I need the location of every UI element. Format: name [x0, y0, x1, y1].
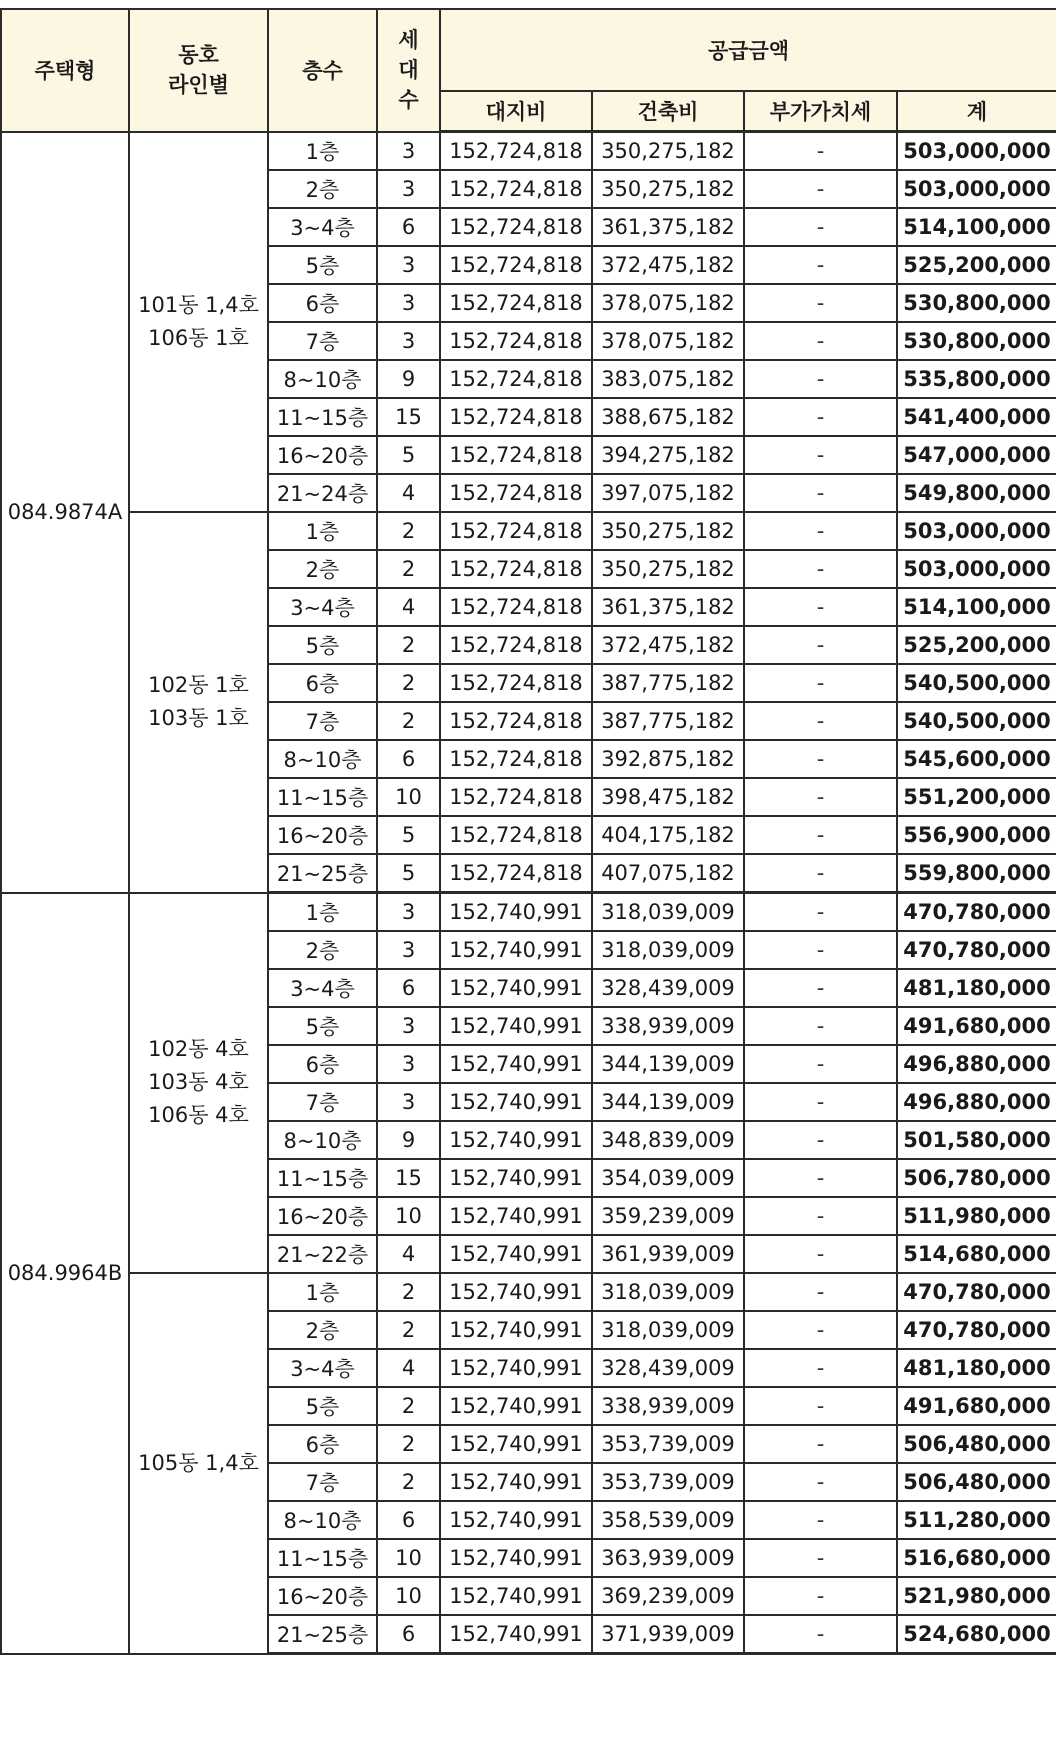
units-cell: 6: [377, 1501, 440, 1539]
vat-cell: -: [744, 969, 897, 1007]
total-cell: 525,200,000: [897, 626, 1056, 664]
building-cost-cell: 398,475,182: [592, 778, 744, 816]
vat-cell: -: [744, 664, 897, 702]
floor-cell: 21~22층: [268, 1235, 377, 1273]
units-cell: 3: [377, 246, 440, 284]
vat-cell: -: [744, 626, 897, 664]
floor-cell: 16~20층: [268, 436, 377, 474]
building-cost-cell: 361,375,182: [592, 588, 744, 626]
total-cell: 547,000,000: [897, 436, 1056, 474]
total-cell: 551,200,000: [897, 778, 1056, 816]
floor-cell: 1층: [268, 893, 377, 932]
units-cell: 2: [377, 1387, 440, 1425]
units-cell: 6: [377, 740, 440, 778]
units-cell: 4: [377, 1349, 440, 1387]
total-cell: 549,800,000: [897, 474, 1056, 512]
floor-cell: 3~4층: [268, 969, 377, 1007]
floor-cell: 1층: [268, 132, 377, 171]
vat-cell: -: [744, 550, 897, 588]
total-cell: 481,180,000: [897, 969, 1056, 1007]
total-cell: 503,000,000: [897, 550, 1056, 588]
building-cost-cell: 318,039,009: [592, 893, 744, 932]
units-cell: 6: [377, 969, 440, 1007]
total-cell: 511,280,000: [897, 1501, 1056, 1539]
table-row: [1, 132, 1056, 171]
vat-cell: -: [744, 1387, 897, 1425]
land-cost-cell: 152,724,818: [440, 778, 592, 816]
building-cost-cell: 353,739,009: [592, 1463, 744, 1501]
units-cell: 10: [377, 1577, 440, 1615]
units-cell: 6: [377, 1615, 440, 1654]
floor-cell: 16~20층: [268, 1197, 377, 1235]
land-cost-cell: 152,740,991: [440, 1159, 592, 1197]
vat-cell: -: [744, 1615, 897, 1654]
land-cost-cell: 152,724,818: [440, 208, 592, 246]
building-cost-cell: 359,239,009: [592, 1197, 744, 1235]
building-cost-cell: 318,039,009: [592, 1311, 744, 1349]
units-cell: 15: [377, 398, 440, 436]
total-cell: 506,480,000: [897, 1463, 1056, 1501]
building-cost-cell: 378,075,182: [592, 322, 744, 360]
building-cost-cell: 387,775,182: [592, 664, 744, 702]
floor-cell: 8~10층: [268, 1121, 377, 1159]
building-cost-cell: 350,275,182: [592, 512, 744, 550]
building-cost-cell: 344,139,009: [592, 1083, 744, 1121]
units-cell: 4: [377, 474, 440, 512]
land-cost-cell: 152,740,991: [440, 1349, 592, 1387]
building-cost-cell: 338,939,009: [592, 1387, 744, 1425]
total-cell: 524,680,000: [897, 1615, 1056, 1654]
header-supply-amount: 공급금액: [440, 9, 1056, 91]
building-cost-cell: 404,175,182: [592, 816, 744, 854]
total-cell: 470,780,000: [897, 1311, 1056, 1349]
units-cell: 10: [377, 1197, 440, 1235]
floor-cell: 16~20층: [268, 1577, 377, 1615]
header-dong-line: 동호 라인별: [129, 9, 268, 132]
floor-cell: 8~10층: [268, 740, 377, 778]
building-cost-cell: 363,939,009: [592, 1539, 744, 1577]
total-cell: 503,000,000: [897, 132, 1056, 171]
land-cost-cell: 152,740,991: [440, 1311, 592, 1349]
vat-cell: -: [744, 1197, 897, 1235]
floor-cell: 7층: [268, 1083, 377, 1121]
floor-cell: 3~4층: [268, 208, 377, 246]
vat-cell: -: [744, 284, 897, 322]
total-cell: 514,100,000: [897, 588, 1056, 626]
land-cost-cell: 152,724,818: [440, 284, 592, 322]
building-cost-cell: 348,839,009: [592, 1121, 744, 1159]
floor-cell: 7층: [268, 322, 377, 360]
floor-cell: 5층: [268, 1387, 377, 1425]
vat-cell: -: [744, 246, 897, 284]
vat-cell: -: [744, 398, 897, 436]
total-cell: 514,680,000: [897, 1235, 1056, 1273]
land-cost-cell: 152,740,991: [440, 1235, 592, 1273]
vat-cell: -: [744, 1425, 897, 1463]
land-cost-cell: 152,724,818: [440, 740, 592, 778]
header-units: 세 대 수: [377, 9, 440, 132]
vat-cell: -: [744, 1539, 897, 1577]
land-cost-cell: 152,724,818: [440, 702, 592, 740]
floor-cell: 5층: [268, 626, 377, 664]
header-total: 계: [897, 91, 1056, 132]
land-cost-cell: 152,724,818: [440, 398, 592, 436]
building-cost-cell: 371,939,009: [592, 1615, 744, 1654]
vat-cell: -: [744, 1007, 897, 1045]
land-cost-cell: 152,740,991: [440, 969, 592, 1007]
total-cell: 506,780,000: [897, 1159, 1056, 1197]
units-cell: 3: [377, 1007, 440, 1045]
floor-cell: 21~24층: [268, 474, 377, 512]
vat-cell: -: [744, 474, 897, 512]
total-cell: 470,780,000: [897, 931, 1056, 969]
vat-cell: -: [744, 1577, 897, 1615]
total-cell: 501,580,000: [897, 1121, 1056, 1159]
total-cell: 511,980,000: [897, 1197, 1056, 1235]
floor-cell: 6층: [268, 1425, 377, 1463]
vat-cell: -: [744, 1349, 897, 1387]
floor-cell: 2층: [268, 550, 377, 588]
building-cost-cell: 353,739,009: [592, 1425, 744, 1463]
building-cost-cell: 354,039,009: [592, 1159, 744, 1197]
dong-line-cell: 102동 1호 103동 1호: [129, 512, 268, 893]
floor-cell: 7층: [268, 702, 377, 740]
land-cost-cell: 152,724,818: [440, 246, 592, 284]
floor-cell: 8~10층: [268, 1501, 377, 1539]
floor-cell: 6층: [268, 1045, 377, 1083]
land-cost-cell: 152,740,991: [440, 1539, 592, 1577]
units-cell: 9: [377, 1121, 440, 1159]
vat-cell: -: [744, 360, 897, 398]
land-cost-cell: 152,724,818: [440, 626, 592, 664]
total-cell: 470,780,000: [897, 1273, 1056, 1311]
floor-cell: 21~25층: [268, 854, 377, 893]
total-cell: 540,500,000: [897, 664, 1056, 702]
header-housing-type: 주택형: [1, 9, 129, 132]
header-building-cost: 건축비: [592, 91, 744, 132]
land-cost-cell: 152,724,818: [440, 436, 592, 474]
total-cell: 470,780,000: [897, 893, 1056, 932]
units-cell: 3: [377, 931, 440, 969]
building-cost-cell: 397,075,182: [592, 474, 744, 512]
units-cell: 2: [377, 512, 440, 550]
building-cost-cell: 350,275,182: [592, 132, 744, 171]
units-cell: 2: [377, 1273, 440, 1311]
total-cell: 506,480,000: [897, 1425, 1056, 1463]
building-cost-cell: 372,475,182: [592, 626, 744, 664]
floor-cell: 2층: [268, 170, 377, 208]
land-cost-cell: 152,740,991: [440, 1273, 592, 1311]
units-cell: 2: [377, 1463, 440, 1501]
units-cell: 15: [377, 1159, 440, 1197]
vat-cell: -: [744, 208, 897, 246]
units-cell: 3: [377, 284, 440, 322]
vat-cell: -: [744, 322, 897, 360]
vat-cell: -: [744, 893, 897, 932]
building-cost-cell: 394,275,182: [592, 436, 744, 474]
building-cost-cell: 318,039,009: [592, 1273, 744, 1311]
total-cell: 535,800,000: [897, 360, 1056, 398]
header-vat: 부가가치세: [744, 91, 897, 132]
floor-cell: 8~10층: [268, 360, 377, 398]
total-cell: 541,400,000: [897, 398, 1056, 436]
units-cell: 3: [377, 893, 440, 932]
floor-cell: 3~4층: [268, 1349, 377, 1387]
building-cost-cell: 392,875,182: [592, 740, 744, 778]
land-cost-cell: 152,740,991: [440, 1045, 592, 1083]
land-cost-cell: 152,724,818: [440, 854, 592, 893]
vat-cell: -: [744, 1083, 897, 1121]
dong-line-cell: 101동 1,4호 106동 1호: [129, 132, 268, 513]
floor-cell: 5층: [268, 246, 377, 284]
floor-cell: 6층: [268, 284, 377, 322]
units-cell: 2: [377, 550, 440, 588]
table-header: [1, 9, 1056, 132]
total-cell: 530,800,000: [897, 322, 1056, 360]
supply-price-table: [0, 8, 1056, 1655]
vat-cell: -: [744, 1121, 897, 1159]
building-cost-cell: 361,375,182: [592, 208, 744, 246]
land-cost-cell: 152,724,818: [440, 664, 592, 702]
total-cell: 530,800,000: [897, 284, 1056, 322]
units-cell: 2: [377, 1425, 440, 1463]
units-cell: 9: [377, 360, 440, 398]
header-floor: 층수: [268, 9, 377, 132]
building-cost-cell: 372,475,182: [592, 246, 744, 284]
land-cost-cell: 152,724,818: [440, 816, 592, 854]
units-cell: 4: [377, 588, 440, 626]
vat-cell: -: [744, 512, 897, 550]
land-cost-cell: 152,740,991: [440, 1577, 592, 1615]
total-cell: 556,900,000: [897, 816, 1056, 854]
header-land-cost: 대지비: [440, 91, 592, 132]
building-cost-cell: 358,539,009: [592, 1501, 744, 1539]
total-cell: 516,680,000: [897, 1539, 1056, 1577]
floor-cell: 11~15층: [268, 398, 377, 436]
units-cell: 2: [377, 664, 440, 702]
building-cost-cell: 407,075,182: [592, 854, 744, 893]
land-cost-cell: 152,740,991: [440, 1615, 592, 1654]
floor-cell: 16~20층: [268, 816, 377, 854]
vat-cell: -: [744, 854, 897, 893]
vat-cell: -: [744, 1159, 897, 1197]
vat-cell: -: [744, 588, 897, 626]
units-cell: 5: [377, 816, 440, 854]
units-cell: 3: [377, 170, 440, 208]
floor-cell: 6층: [268, 664, 377, 702]
units-cell: 10: [377, 1539, 440, 1577]
building-cost-cell: 378,075,182: [592, 284, 744, 322]
vat-cell: -: [744, 1501, 897, 1539]
units-cell: 6: [377, 208, 440, 246]
total-cell: 559,800,000: [897, 854, 1056, 893]
vat-cell: -: [744, 1045, 897, 1083]
total-cell: 540,500,000: [897, 702, 1056, 740]
vat-cell: -: [744, 778, 897, 816]
housing-type-cell: 084.9964B: [1, 893, 129, 1654]
vat-cell: -: [744, 1235, 897, 1273]
vat-cell: -: [744, 1463, 897, 1501]
vat-cell: -: [744, 931, 897, 969]
building-cost-cell: 328,439,009: [592, 1349, 744, 1387]
floor-cell: 21~25층: [268, 1615, 377, 1654]
building-cost-cell: 344,139,009: [592, 1045, 744, 1083]
table-body: [1, 132, 1056, 1654]
total-cell: 496,880,000: [897, 1045, 1056, 1083]
units-cell: 4: [377, 1235, 440, 1273]
land-cost-cell: 152,740,991: [440, 1387, 592, 1425]
dong-line-cell: 105동 1,4호: [129, 1273, 268, 1654]
dong-line-cell: 102동 4호 103동 4호 106동 4호: [129, 893, 268, 1274]
vat-cell: -: [744, 1273, 897, 1311]
land-cost-cell: 152,740,991: [440, 1463, 592, 1501]
housing-type-cell: 084.9874A: [1, 132, 129, 893]
land-cost-cell: 152,724,818: [440, 474, 592, 512]
building-cost-cell: 350,275,182: [592, 170, 744, 208]
land-cost-cell: 152,724,818: [440, 550, 592, 588]
land-cost-cell: 152,724,818: [440, 322, 592, 360]
table-row: [1, 893, 1056, 932]
table-row: [1, 512, 1056, 550]
vat-cell: -: [744, 740, 897, 778]
building-cost-cell: 388,675,182: [592, 398, 744, 436]
vat-cell: -: [744, 170, 897, 208]
building-cost-cell: 350,275,182: [592, 550, 744, 588]
total-cell: 496,880,000: [897, 1083, 1056, 1121]
units-cell: 3: [377, 132, 440, 171]
total-cell: 491,680,000: [897, 1007, 1056, 1045]
total-cell: 491,680,000: [897, 1387, 1056, 1425]
vat-cell: -: [744, 702, 897, 740]
land-cost-cell: 152,724,818: [440, 170, 592, 208]
units-cell: 2: [377, 626, 440, 664]
land-cost-cell: 152,740,991: [440, 893, 592, 932]
vat-cell: -: [744, 132, 897, 171]
building-cost-cell: 318,039,009: [592, 931, 744, 969]
building-cost-cell: 387,775,182: [592, 702, 744, 740]
vat-cell: -: [744, 436, 897, 474]
floor-cell: 11~15층: [268, 1159, 377, 1197]
floor-cell: 11~15층: [268, 1539, 377, 1577]
units-cell: 2: [377, 1311, 440, 1349]
land-cost-cell: 152,724,818: [440, 512, 592, 550]
units-cell: 3: [377, 322, 440, 360]
land-cost-cell: 152,740,991: [440, 1121, 592, 1159]
units-cell: 10: [377, 778, 440, 816]
floor-cell: 5층: [268, 1007, 377, 1045]
total-cell: 503,000,000: [897, 170, 1056, 208]
units-cell: 2: [377, 702, 440, 740]
building-cost-cell: 369,239,009: [592, 1577, 744, 1615]
vat-cell: -: [744, 816, 897, 854]
total-cell: 503,000,000: [897, 512, 1056, 550]
units-cell: 3: [377, 1083, 440, 1121]
land-cost-cell: 152,724,818: [440, 588, 592, 626]
land-cost-cell: 152,740,991: [440, 1501, 592, 1539]
total-cell: 514,100,000: [897, 208, 1056, 246]
floor-cell: 7층: [268, 1463, 377, 1501]
total-cell: 521,980,000: [897, 1577, 1056, 1615]
land-cost-cell: 152,724,818: [440, 360, 592, 398]
units-cell: 5: [377, 436, 440, 474]
building-cost-cell: 338,939,009: [592, 1007, 744, 1045]
land-cost-cell: 152,740,991: [440, 931, 592, 969]
units-cell: 3: [377, 1045, 440, 1083]
land-cost-cell: 152,740,991: [440, 1425, 592, 1463]
units-cell: 5: [377, 854, 440, 893]
land-cost-cell: 152,740,991: [440, 1197, 592, 1235]
floor-cell: 2층: [268, 931, 377, 969]
building-cost-cell: 328,439,009: [592, 969, 744, 1007]
total-cell: 525,200,000: [897, 246, 1056, 284]
land-cost-cell: 152,740,991: [440, 1083, 592, 1121]
total-cell: 481,180,000: [897, 1349, 1056, 1387]
total-cell: 545,600,000: [897, 740, 1056, 778]
land-cost-cell: 152,724,818: [440, 132, 592, 171]
floor-cell: 1층: [268, 512, 377, 550]
floor-cell: 11~15층: [268, 778, 377, 816]
vat-cell: -: [744, 1311, 897, 1349]
building-cost-cell: 383,075,182: [592, 360, 744, 398]
table-row: [1, 1273, 1056, 1311]
building-cost-cell: 361,939,009: [592, 1235, 744, 1273]
floor-cell: 1층: [268, 1273, 377, 1311]
floor-cell: 2층: [268, 1311, 377, 1349]
land-cost-cell: 152,740,991: [440, 1007, 592, 1045]
floor-cell: 3~4층: [268, 588, 377, 626]
